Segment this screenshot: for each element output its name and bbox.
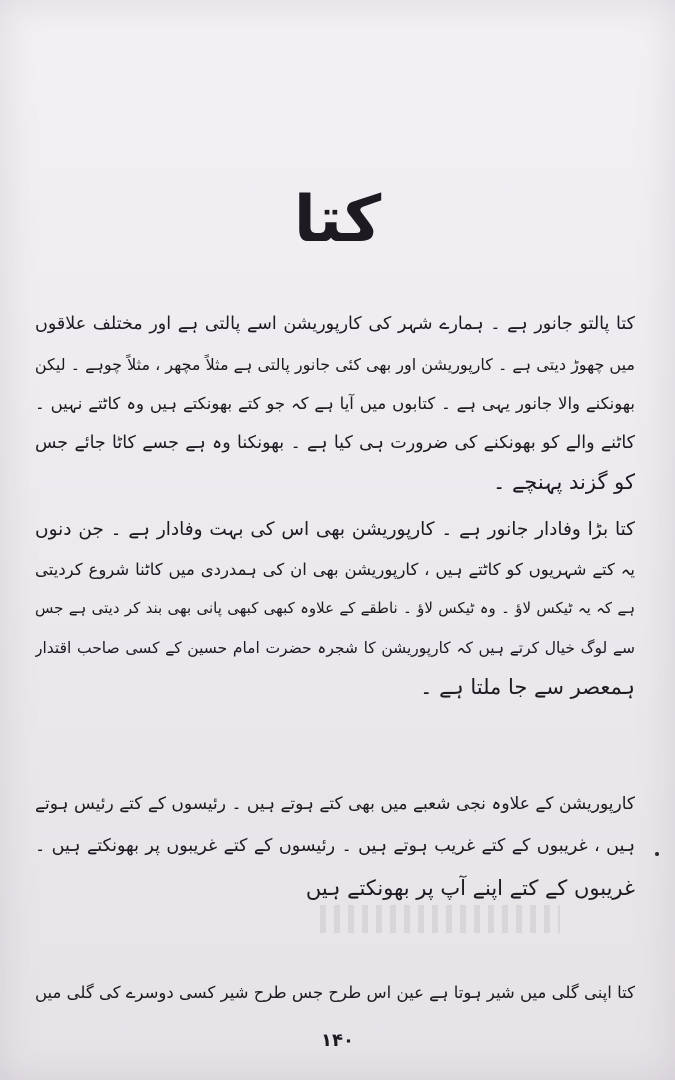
text-line: ہیں ، غریبوں کے کتے غریب ہوتے ہیں ۔ رئیسوں کے کتے غریبوں پر بھونکتے ہیں ۔: [35, 836, 635, 856]
text-line: میں چھوڑ دیتی ہے ۔ کارپوریشن اور بھی کئی جانور پالتی ہے مثلاً مچھر ، مثلاً چوہے ۔ لیکن: [35, 354, 635, 374]
text-line: ہے کہ یہ ٹیکس لاؤ ۔ وہ ٹیکس لاؤ ۔ ناطقے کے علاوہ کبھی کبھی پانی بھی بند کر دیتی ہے جس: [35, 599, 635, 617]
page-number: ۱۴۰: [321, 1030, 354, 1051]
text-line: کو گزند پہنچے ۔: [493, 470, 635, 494]
text-line: کتا پالتو جانور ہے ۔ ہمارے شہر کی کارپوریشن اسے پالتی ہے اور مختلف علاقوں: [35, 314, 635, 334]
page-title: کتا: [293, 183, 382, 257]
text-line: کاٹنے والے کو بھونکنے کی ضرورت ہی کیا ہے ۔ بھونکنا وہ ہے جسے کاٹا جائے جس: [35, 432, 635, 453]
text-line: کتا بڑا وفادار جانور ہے ۔ کارپوریشن بھی اس کی بہت وفادار ہے ۔ جن دنوں: [35, 519, 635, 540]
paragraph-1: [35, 305, 635, 503]
text-line: غریبوں کے کتے اپنے آپ پر بھونکتے ہیں: [305, 876, 635, 900]
text-line: بھونکنے والا جانور یہی ہے ۔ کتابوں میں آیا ہے کہ جو کتے بھونکتے ہیں وہ کاٹتے نہیں ۔: [35, 394, 635, 413]
paragraph-4: [35, 973, 635, 1013]
margin-mark: [655, 852, 659, 856]
text-line: کتا اپنی گلی میں شیر ہوتا ہے عین اس طرح جس طرح شیر کسی دوسرے کی گلی میں: [35, 983, 635, 1002]
text-line: سے لوگ خیال کرتے ہیں کہ کارپوریشن کا شجرہ حضرت امام حسین کے کسی صاحب اقتدار: [35, 638, 635, 657]
text-line: یہ کتے شہریوں کو کاٹتے ہیں ، کارپوریشن بھی ان کی ہمدردی میں کاٹنا شروع کردیتی: [35, 559, 635, 579]
paragraph-2: [35, 510, 635, 708]
text-line: کارپوریشن کے علاوہ نجی شعبے میں بھی کتے ہوتے ہیں ۔ رئیسوں کے کتے رئیس ہوتے: [35, 794, 635, 814]
paragraph-3: [35, 783, 635, 909]
show-through-ink: [320, 905, 560, 933]
text-line: ہمعصر سے جا ملتا ہے ۔: [420, 675, 635, 699]
